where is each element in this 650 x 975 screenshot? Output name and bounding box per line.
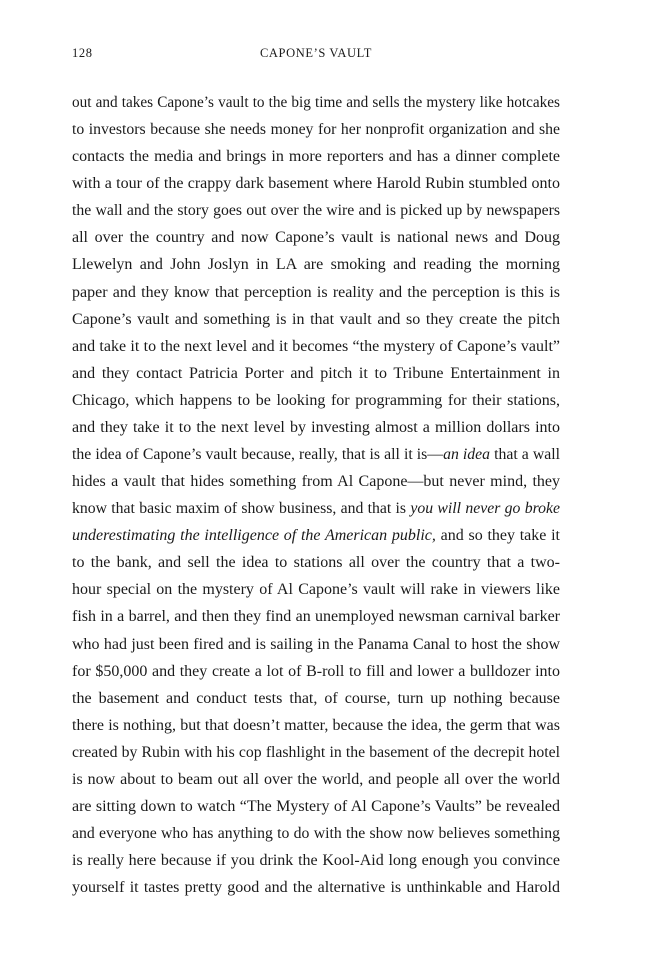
text-run: hour special on the mystery of Al Capone’s vault will rake in viewers like [72, 581, 560, 599]
text-run: contacts the media and brings in more reporters and has a dinner complete [72, 148, 560, 166]
text-line [72, 874, 560, 901]
text-run: there is nothing, but that doesn’t matter, because the idea, the germ that was [72, 716, 560, 734]
text-run: Capone’s vault and something is in that vault and so they create the pitch [72, 310, 560, 328]
text-line [72, 712, 560, 739]
text-run: and everyone who has anything to do with the show now believes something [72, 825, 560, 843]
text-line [72, 387, 560, 414]
text-run: and they take it to the next level by investing almost a million dollars into [72, 418, 560, 436]
text-run: yourself it tastes pretty good and the alternative is unthinkable and Harold [72, 879, 560, 897]
text-line [72, 116, 560, 143]
body-text [72, 89, 560, 901]
text-line [72, 333, 560, 360]
text-run: and take it to the next level and it becomes “the mystery of Capone’s vault” [72, 337, 560, 355]
text-line [72, 224, 560, 251]
text-line [72, 170, 560, 197]
text-run: Chicago, which happens to be looking for programming for their stations, [72, 391, 560, 409]
text-line [72, 766, 560, 793]
text-line [72, 549, 560, 576]
text-line [72, 279, 560, 306]
text-run: for $50,000 and they create a lot of B-roll to fill and lower a bulldozer into [72, 662, 560, 680]
running-head [72, 46, 560, 66]
text-run: Llewelyn and John Joslyn in LA are smoking and reading the morning [72, 256, 560, 274]
text-line [72, 793, 560, 820]
text-run: the idea of Capone’s vault because, really, that is all it is— [72, 446, 444, 464]
text-line [72, 847, 560, 874]
text-line [72, 414, 560, 441]
text-run: all over the country and now Capone’s vault is national news and Doug [72, 229, 560, 247]
italic-text-run: underestimating the intelligence of the American public, [72, 527, 436, 545]
text-line [72, 631, 560, 658]
text-run: and so they take it [435, 527, 560, 545]
text-line [72, 658, 560, 685]
text-run: and they contact Patricia Porter and pitch it to Tribune Entertainment in [72, 364, 560, 382]
running-title: CAPONE’S VAULT [259, 46, 372, 60]
text-line [72, 685, 560, 712]
text-run: is now about to beam out all over the world, and people all over the world [72, 770, 560, 788]
text-line [72, 576, 560, 603]
text-run: the basement and conduct tests that, of course, turn up nothing because [72, 689, 560, 707]
text-run: to the bank, and sell the idea to stations all over the country that a two- [72, 554, 560, 572]
text-line [72, 360, 560, 387]
text-run: that a wall [490, 446, 560, 464]
text-line [72, 306, 560, 333]
text-run: are sitting down to watch “The Mystery of Al Capone’s Vaults” be revealed [72, 798, 560, 816]
text-line [72, 603, 560, 630]
text-line [72, 143, 560, 170]
text-run: out and takes Capone’s vault to the big time and sells the mystery like hotcakes [72, 94, 560, 111]
text-line [72, 820, 560, 847]
italic-text-run: an idea [443, 446, 491, 464]
text-line [72, 441, 560, 468]
text-run: know that basic maxim of show business, and that is [72, 500, 411, 518]
text-run: created by Rubin with his cop flashlight in the basement of the decrepit hotel [72, 743, 560, 761]
text-line [72, 197, 560, 224]
text-run: fish in a barrel, and then they find an unemployed newsman carnival barker [72, 608, 560, 626]
text-run: paper and they know that perception is reality and the perception is this is [72, 283, 560, 301]
text-run: is really here because if you drink the Kool-Aid long enough you convince [72, 852, 560, 870]
italic-text-run: you will never go broke [410, 500, 560, 518]
text-run: with a tour of the crappy dark basement where Harold Rubin stumbled onto [72, 175, 560, 193]
text-run: the wall and the story goes out over the wire and is picked up by newspapers [72, 202, 560, 220]
text-line [72, 89, 560, 116]
text-line [72, 522, 560, 549]
text-line [72, 251, 560, 278]
text-line [72, 739, 560, 766]
page-number: 128 [72, 46, 93, 60]
text-run: who had just been fired and is sailing in the Panama Canal to host the show [72, 635, 560, 653]
text-line [72, 495, 560, 522]
text-line [72, 468, 560, 495]
text-run: to investors because she needs money for her nonprofit organization and she [72, 121, 560, 139]
text-run: hides a vault that hides something from Al Capone—but never mind, they [72, 473, 560, 491]
